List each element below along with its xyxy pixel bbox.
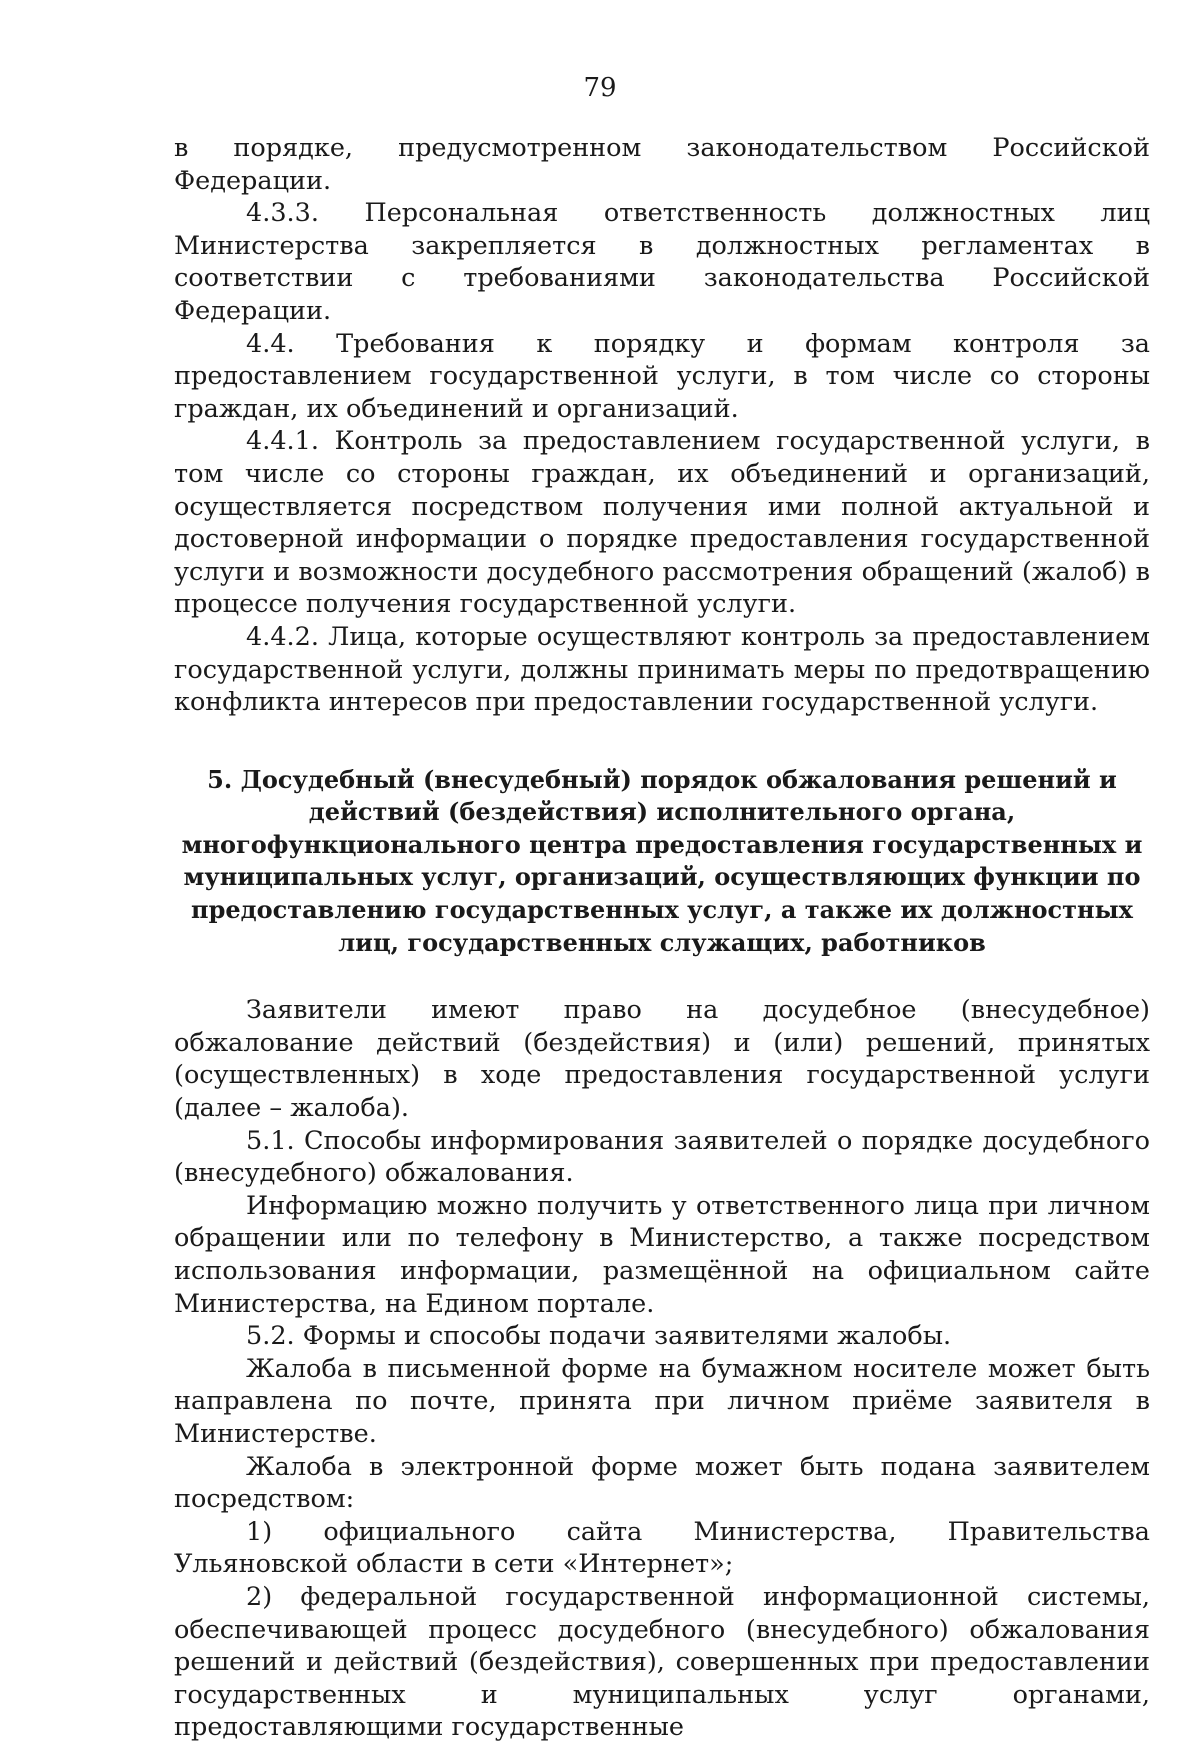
paragraph-4-4: 4.4. Требования к порядку и формам контроля за предоставлением государственной услуги, в том числе со стороны граждан, их объединений и организаций. — [174, 328, 1150, 424]
paragraph-4-4-1: 4.4.1. Контроль за предоставлением государственной услуги, в том числе со стороны граждан, их объединений и организаций, осуществляется посредством получения ими полной актуальной и достоверной информации о порядке предоставления государственной услуги и возможности досудебного рассмотрения обращений (жалоб) в процессе получения государственной услуги. — [174, 426, 1150, 620]
paragraph-4-4-2: 4.4.2. Лица, которые осуществляют контроль за предоставлением государственной услуги, должны принимать меры по предотвращению конфликта интересов при предоставлении государственной услуги. — [174, 621, 1150, 718]
document-body — [174, 132, 1150, 1744]
paragraph-electronic-complaint: Жалоба в электронной форме может быть подана заявителем посредством: — [174, 1451, 1150, 1515]
section-5-heading: 5. Досудебный (внесудебный) порядок обжалования решений и действий (бездействия) исполнительного органа, многофункционального центра предоставления государственных и муниципальных услуг, организаций, осуществляющих функции по предоставлению государственных услуг, а также их должностных лиц, государственных служащих, работников — [181, 764, 1143, 957]
list-item-2: 2) федеральной государственной информационной системы, обеспечивающей процесс досудебного (внесудебного) обжалования решений и действий (бездействия), совершенных при предоставлении государственных и муниципальных услуг органами, предоставляющими государственные — [174, 1581, 1150, 1743]
paragraph-information: Информацию можно получить у ответственного лица при личном обращении или по телефону в Министерство, а также посредством использования информации, размещённой на официальном сайте Министерства, на Едином портале. — [174, 1190, 1150, 1319]
paragraph-continuation: в порядке, предусмотренном законодательством Российской Федерации. — [174, 133, 1150, 196]
paragraph-5-2: 5.2. Формы и способы подачи заявителями жалобы. — [246, 1321, 952, 1352]
page-number: 79 — [583, 73, 617, 103]
paragraph-4-3-3: 4.3.3. Персональная ответственность должностных лиц Министерства закрепляется в должностных регламентах в соответствии с требованиями законодательства Российской Федерации. — [174, 198, 1150, 326]
paragraph-applicants-right: Заявители имеют право на досудебное (внесудебное) обжалование действий (бездействия) и (или) решений, принятых (осуществленных) в ходе предоставления государственной услуги (далее – жалоба). — [174, 995, 1150, 1124]
list-item-1: 1) официального сайта Министерства, Правительства Ульяновской области в сети «Интернет»; — [174, 1516, 1150, 1580]
paragraph-5-1: 5.1. Способы информирования заявителей о порядке досудебного (внесудебного) обжалования. — [174, 1125, 1150, 1189]
paragraph-paper-complaint: Жалоба в письменной форме на бумажном носителе может быть направлена по почте, принята при личном приёме заявителя в Министерстве. — [174, 1353, 1150, 1449]
